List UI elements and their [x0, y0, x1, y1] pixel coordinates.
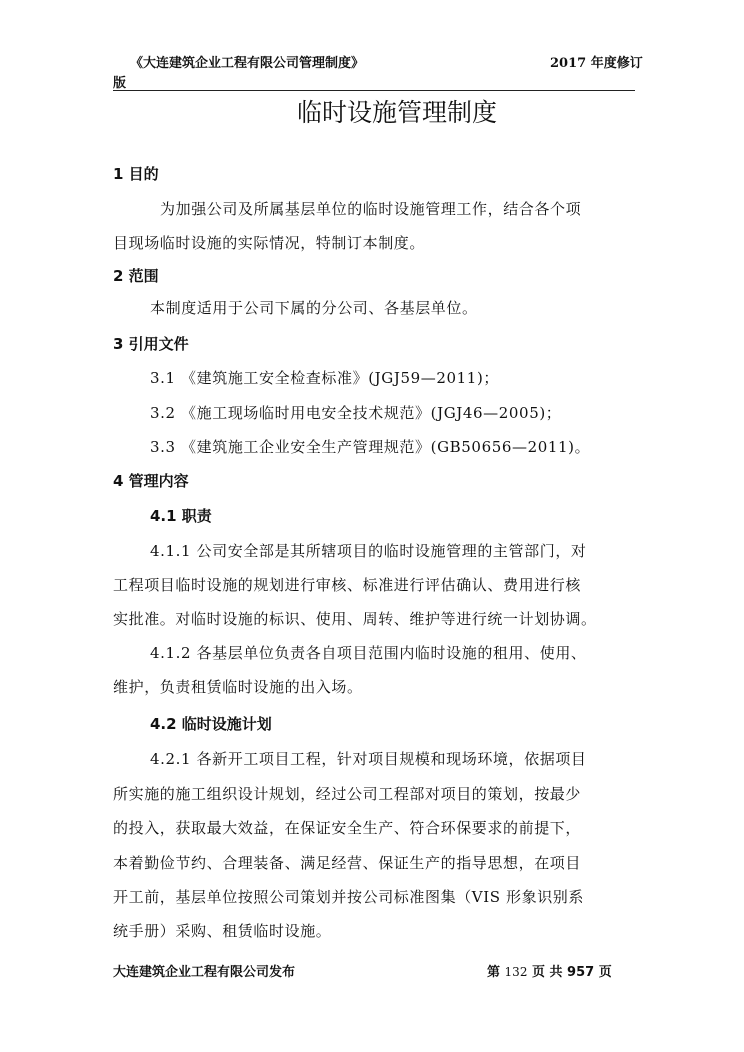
- footer-page-number: [487, 961, 612, 980]
- section-heading-purpose: 1 目的: [113, 165, 159, 183]
- paragraph-line: 所实施的施工组织设计规划，经过公司工程部对项目的策划，按最少: [113, 785, 582, 803]
- paragraph-line: 本制度适用于公司下属的分公司、各基层单位。: [150, 299, 478, 317]
- header-revision-wrap: 版: [113, 76, 127, 91]
- paragraph-line: 实批准。对临时设施的标识、使用、周转、维护等进行统一计划协调。: [113, 610, 597, 628]
- paragraph-line: 目现场临时设施的实际情况，特制订本制度。: [113, 234, 426, 252]
- reference-item: 3.2 《施工现场临时用电安全技术规范》(JGJ46—2005)；: [150, 404, 562, 422]
- page-title: 临时设施管理制度: [296, 98, 497, 127]
- page-suffix: 页: [598, 965, 612, 980]
- paragraph-line: 4.2.1 各新开工项目工程，针对项目规模和现场环境，依据项目: [150, 750, 587, 768]
- paragraph-line: 工程项目临时设施的规划进行审核、标准进行评估确认、费用进行核: [113, 576, 582, 594]
- reference-item: 3.1 《建筑施工安全检查标准》(JGJ59—2011)；: [150, 369, 499, 387]
- total-pages: 957: [567, 965, 595, 980]
- paragraph-line: 为加强公司及所属基层单位的临时设施管理工作，结合各个项: [160, 200, 582, 218]
- paragraph-line: 开工前，基层单位按照公司策划并按公司标准图集（VIS 形象识别系: [113, 888, 585, 906]
- paragraph-line: 本着勤俭节约、合理装备、满足经营、保证生产的指导思想，在项目: [113, 854, 582, 872]
- paragraph-line: 统手册）采购、租赁临时设施。: [113, 922, 332, 940]
- footer-publisher: 大连建筑企业工程有限公司发布: [113, 965, 296, 980]
- section-heading-scope: 2 范围: [113, 267, 159, 285]
- section-heading-references: 3 引用文件: [113, 335, 189, 353]
- reference-item: 3.3 《建筑施工企业安全生产管理规范》(GB50656—2011)。: [150, 438, 591, 456]
- subsection-heading-plan: 4.2 临时设施计划: [150, 715, 272, 733]
- page-mid: 页 共: [531, 965, 563, 980]
- header-rule: [113, 90, 635, 91]
- subsection-heading-duties: 4.1 职责: [150, 507, 212, 525]
- page-prefix: 第: [487, 965, 501, 980]
- paragraph-line: 的投入，获取最大效益，在保证安全生产、符合环保要求的前提下，: [113, 819, 582, 837]
- paragraph-line: 维护，负责租赁临时设施的出入场。: [113, 678, 363, 696]
- current-page: 132: [504, 965, 528, 979]
- header-revision: 2017 年度修订: [550, 56, 643, 71]
- header-title: 《大连建筑企业工程有限公司管理制度》: [130, 56, 365, 71]
- section-heading-management: 4 管理内容: [113, 472, 189, 490]
- paragraph-line: 4.1.1 公司安全部是其所辖项目的临时设施管理的主管部门，对: [150, 542, 587, 560]
- paragraph-line: 4.1.2 各基层单位负责各自项目范围内临时设施的租用、使用、: [150, 644, 587, 662]
